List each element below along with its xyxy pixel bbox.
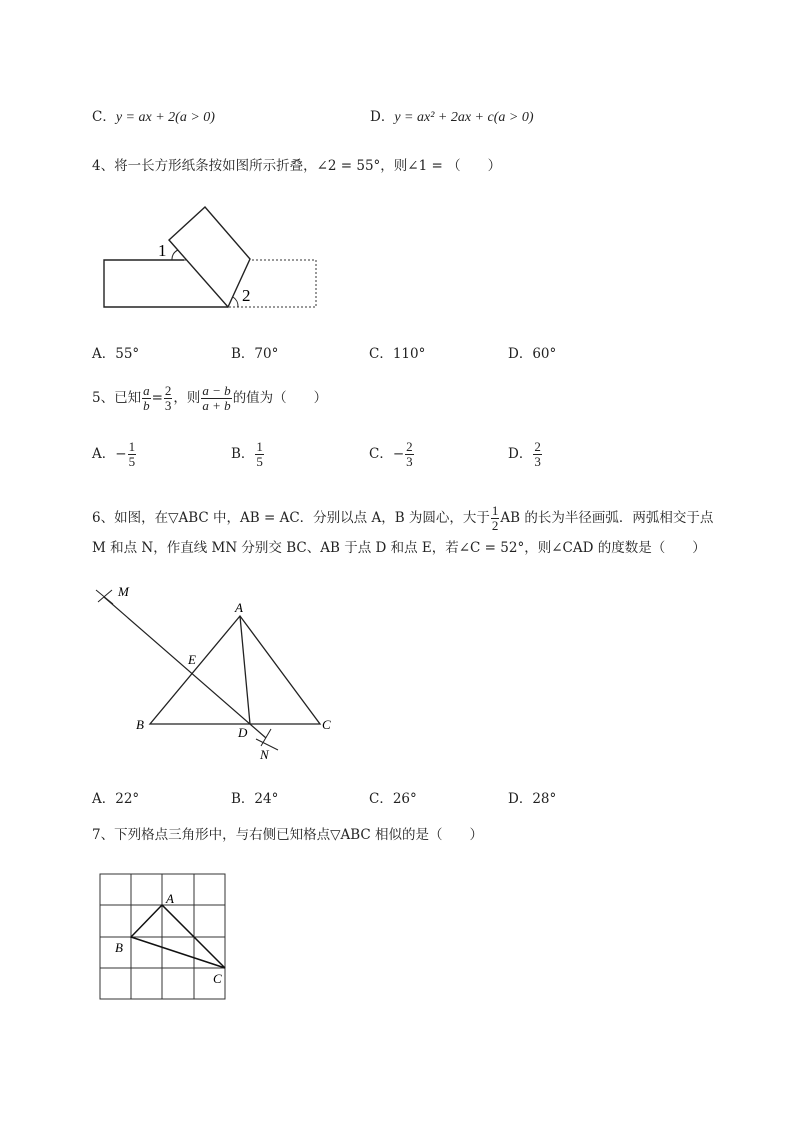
numerator: 2 — [406, 439, 413, 454]
label-n: N — [260, 747, 269, 762]
q4-option-b: B．70° — [231, 346, 279, 362]
denominator: 3 — [164, 398, 172, 413]
label-a: A — [166, 891, 174, 906]
option-label: D． — [508, 446, 533, 462]
denominator: a + b — [202, 398, 231, 413]
label-d: D — [238, 725, 248, 740]
q5-mid-text: ，则 — [173, 390, 201, 406]
option-expression: y = ax + 2(a > 0) — [115, 110, 215, 125]
label-m: M — [118, 584, 129, 599]
label-c: C — [213, 971, 222, 986]
label-b: B — [115, 940, 123, 955]
numerator: 2 — [164, 383, 172, 398]
numerator: 1 — [128, 439, 136, 454]
q4-option-d: D．60° — [508, 346, 557, 362]
lattice-grid — [100, 874, 225, 999]
q4-question-text: 4、将一长方形纸条按如图所示折叠，∠2 = 55°，则∠1 = （ ） — [92, 158, 502, 174]
denominator: 5 — [256, 454, 263, 469]
option-sign: − — [115, 446, 127, 462]
numerator: a — [143, 383, 150, 398]
equals-sign: = — [151, 390, 163, 406]
q6-text-part-1: 6、如图，在▽ABC 中，AB = AC．分别以点 A，B 为圆心，大于 — [92, 510, 490, 526]
label-c: C — [322, 717, 331, 732]
option-label: B． — [231, 446, 255, 462]
q6-question-line-2: M 和点 N，作直线 MN 分别交 BC、AB 于点 D 和点 E，若∠C = 52°，则∠CAD 的度数是（ ） — [92, 540, 706, 556]
q6-option-b: B．24° — [231, 791, 279, 807]
q7-question-text: 7、下列格点三角形中，与右侧已知格点▽ABC 相似的是（ ） — [92, 827, 484, 843]
option-label: C． — [369, 446, 393, 462]
label-b: B — [136, 717, 144, 732]
numerator: 1 — [256, 439, 263, 454]
label-e: E — [188, 652, 196, 667]
numerator: a − b — [202, 383, 231, 398]
q6-option-d: D．28° — [508, 791, 557, 807]
q5-suffix: 的值为（ ） — [232, 390, 328, 406]
q4-option-a: A．55° — [92, 346, 140, 362]
denominator: 5 — [128, 454, 136, 469]
q6-text-part-2: AB 的长为半径画弧．两弧相交于点 — [500, 510, 714, 526]
denominator: b — [143, 398, 150, 413]
option-expression: y = ax² + 2ax + c(a > 0) — [394, 110, 534, 125]
q5-prefix: 5、已知 — [92, 390, 142, 406]
denominator: 3 — [406, 454, 413, 469]
angle-2-label: 2 — [242, 286, 251, 305]
option-label: C． — [92, 109, 116, 125]
q4-option-c: C．110° — [369, 346, 426, 362]
option-sign: − — [392, 446, 405, 462]
q6-option-c: C．26° — [369, 791, 417, 807]
denominator: 3 — [534, 454, 541, 469]
numerator: 1 — [491, 503, 499, 518]
numerator: 2 — [534, 439, 541, 454]
q6-option-a: A．22° — [92, 791, 140, 807]
option-label: D． — [370, 109, 395, 125]
angle-1-label: 1 — [158, 241, 167, 260]
label-a: A — [235, 600, 243, 615]
option-label: A． — [92, 446, 116, 462]
denominator: 2 — [491, 518, 499, 533]
